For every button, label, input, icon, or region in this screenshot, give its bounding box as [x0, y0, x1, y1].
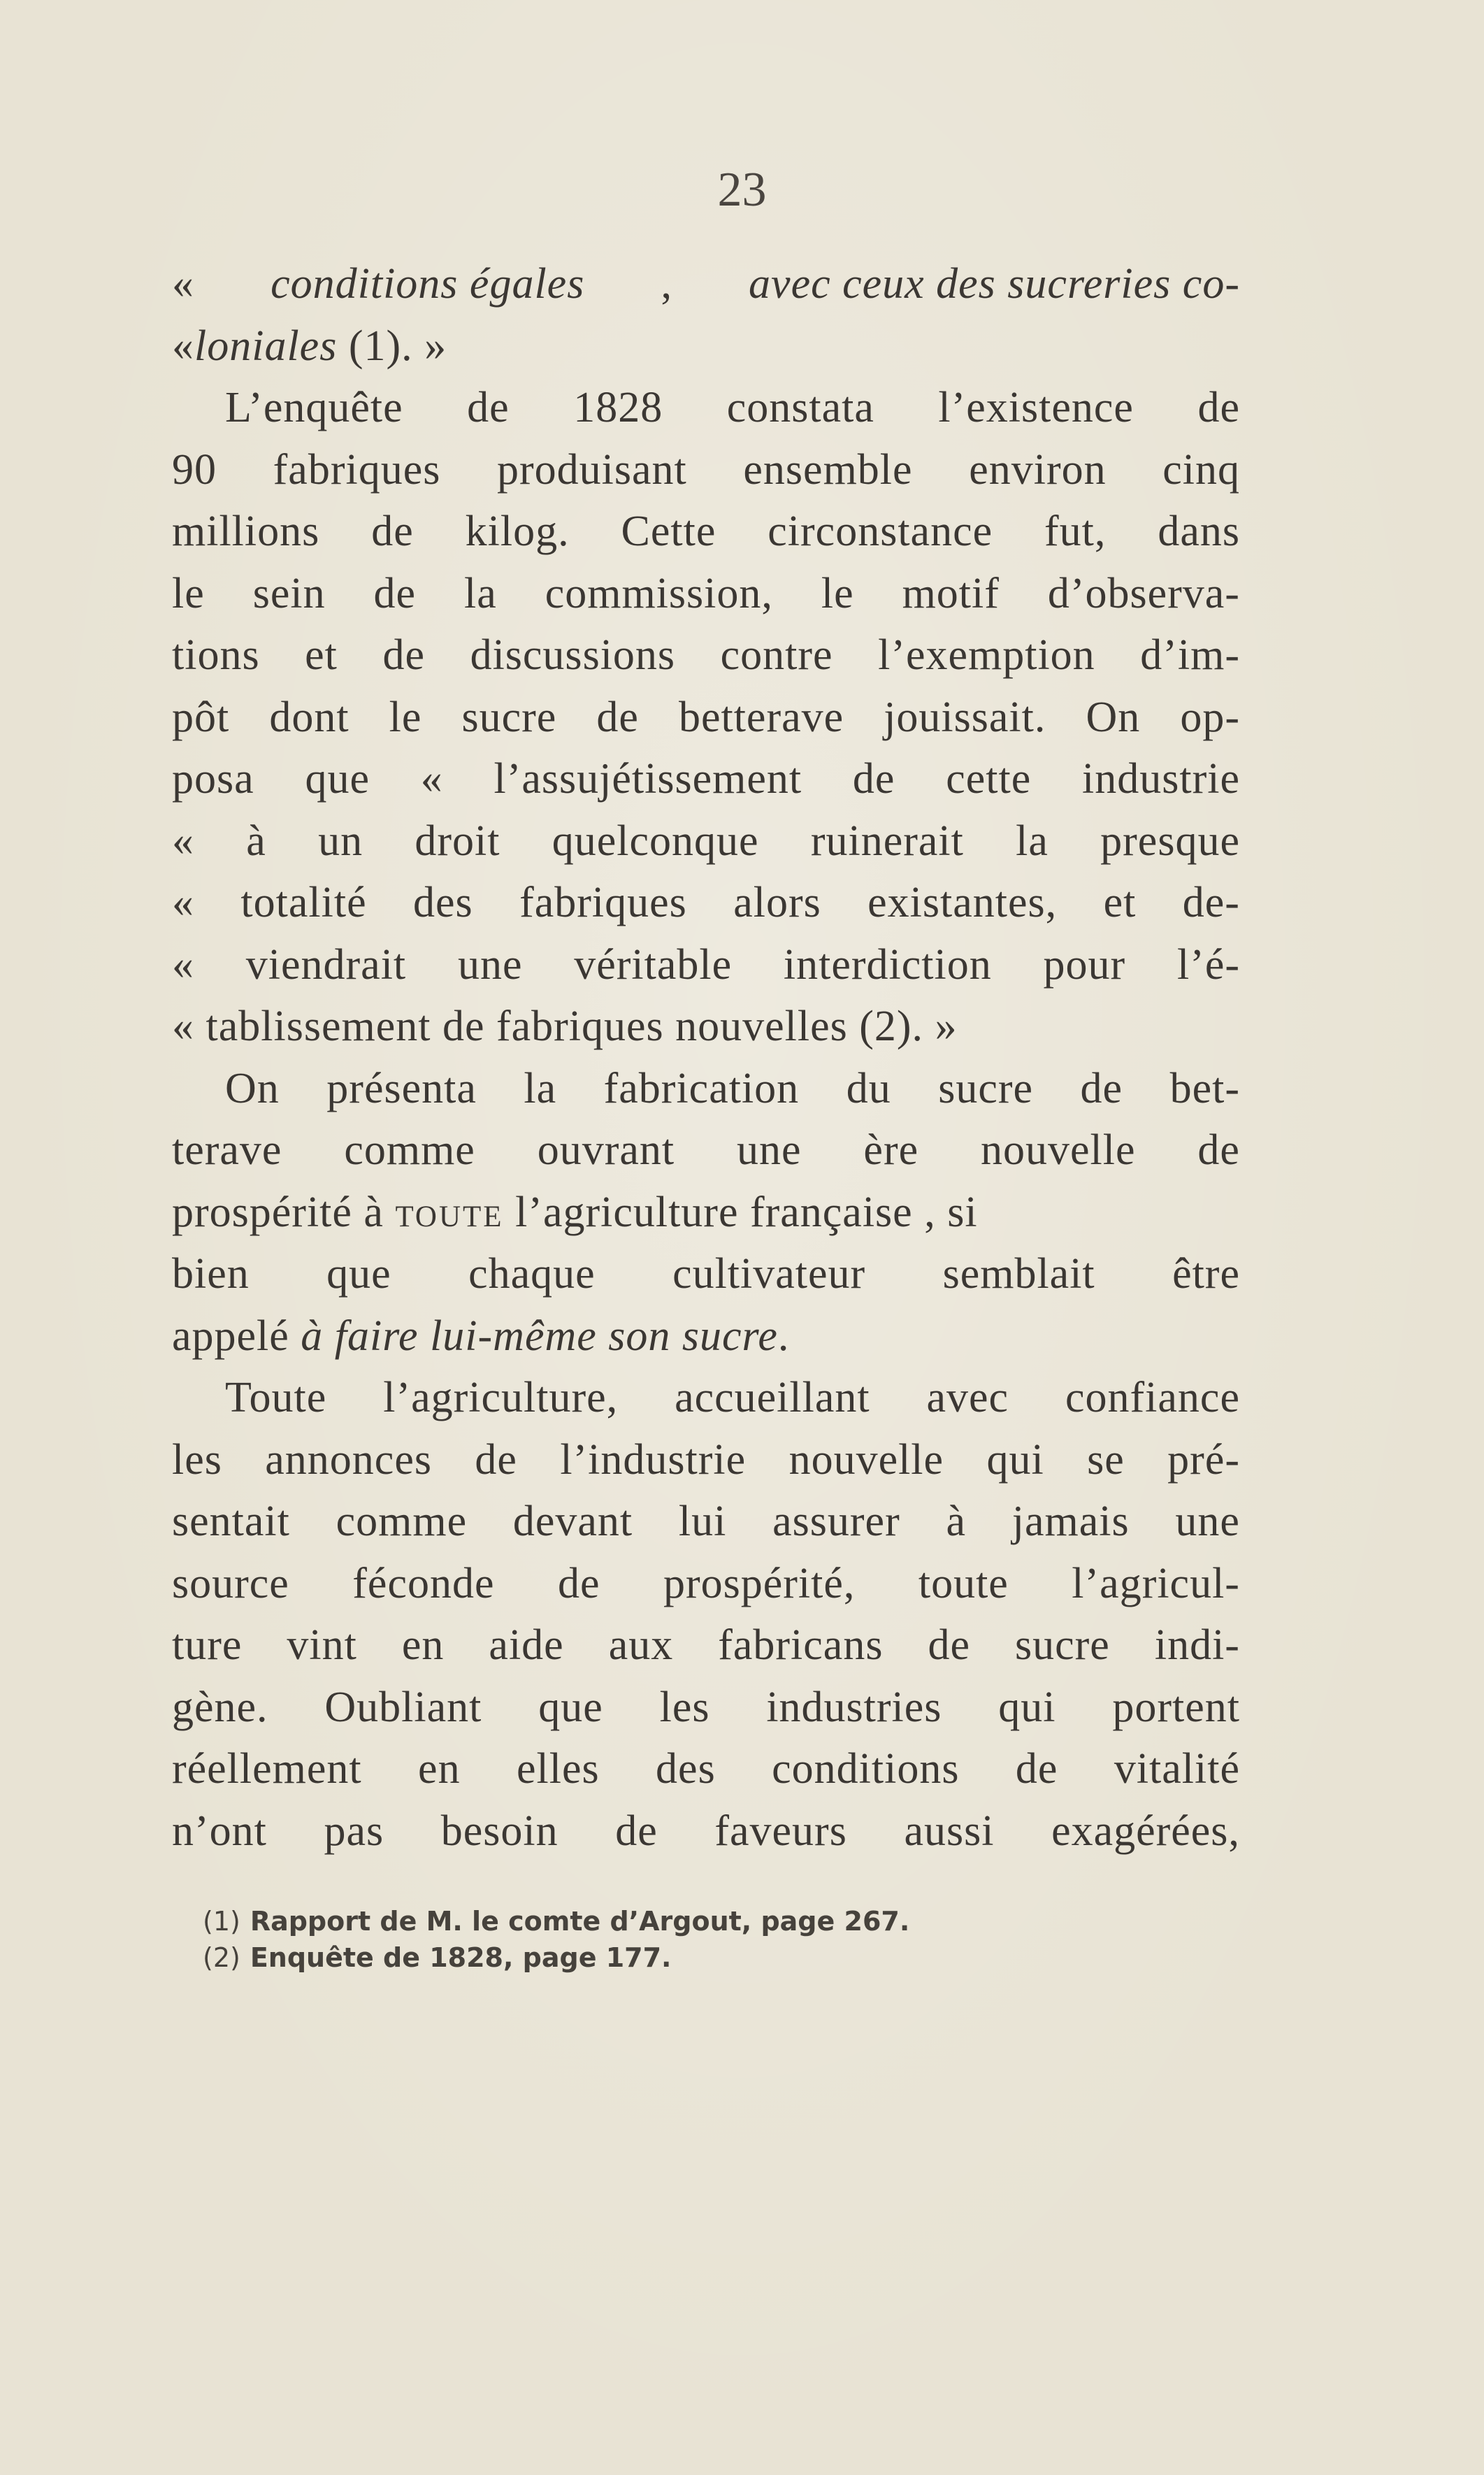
- word: qui: [998, 1683, 1056, 1731]
- word: la: [1016, 817, 1049, 865]
- word: aussi: [904, 1807, 995, 1855]
- text-line: [172, 1119, 1240, 1182]
- text-line: [172, 1614, 1240, 1677]
- word: existantes,: [867, 879, 1058, 926]
- word: droit: [415, 817, 500, 865]
- word: constata: [726, 384, 874, 431]
- text-line: appelé à faire lui-même son sucre .: [172, 1312, 790, 1360]
- word: l’industrie: [560, 1435, 747, 1484]
- word: qui: [986, 1435, 1044, 1484]
- word: de: [371, 508, 414, 555]
- word: source: [172, 1559, 289, 1607]
- word: sucre: [938, 1064, 1034, 1112]
- text-line: [172, 1553, 1240, 1615]
- word: le: [389, 693, 422, 741]
- text-line: prospérité à toute l’agriculture française , si: [172, 1188, 978, 1236]
- word: sucre: [1015, 1621, 1110, 1669]
- word: que: [305, 755, 370, 803]
- word: fabriques: [273, 445, 441, 494]
- word: chaque: [468, 1250, 596, 1298]
- word: lui: [678, 1498, 727, 1545]
- word: pré-: [1167, 1435, 1240, 1484]
- word: «: [420, 755, 443, 803]
- word: «: [172, 940, 194, 989]
- text-line: [172, 810, 1240, 873]
- word: contre: [720, 631, 833, 679]
- word: gène.: [172, 1683, 268, 1731]
- word: dont: [269, 693, 350, 741]
- word: que: [326, 1250, 391, 1298]
- word: industries: [766, 1683, 942, 1731]
- footnote-1: [203, 1903, 1111, 1939]
- word: portent: [1112, 1683, 1240, 1731]
- word: pôt: [172, 693, 230, 741]
- word: de-: [1182, 879, 1240, 926]
- word: vitalité: [1114, 1745, 1240, 1793]
- word: de: [382, 631, 425, 679]
- word: op-: [1180, 693, 1240, 741]
- word: circonstance: [768, 508, 993, 555]
- word: 90: [172, 445, 217, 494]
- text-line: « tablissement de fabriques nouvelles (2). »: [172, 1003, 958, 1050]
- word: une: [457, 940, 523, 989]
- paragraph-start-line: [172, 1058, 1240, 1120]
- text-line: [172, 501, 1240, 563]
- word: jamais: [1011, 1498, 1130, 1545]
- word: «: [172, 879, 194, 926]
- word: elles: [517, 1745, 600, 1793]
- word: la: [524, 1064, 557, 1112]
- word: environ: [969, 445, 1107, 494]
- footnote-text: Enquête de 1828, page 177.: [250, 1942, 672, 1973]
- word: n’ont: [172, 1807, 267, 1855]
- word: cultivateur: [672, 1250, 866, 1298]
- word: en: [418, 1745, 461, 1793]
- text-line: [172, 687, 1240, 749]
- word: présenta: [326, 1064, 477, 1112]
- word: d’observa-: [1047, 569, 1240, 617]
- word: à: [946, 1498, 967, 1545]
- word: sucre: [461, 693, 557, 741]
- text-line: [172, 1429, 1240, 1491]
- word: ère: [863, 1126, 919, 1174]
- word: Oubliant: [324, 1683, 482, 1731]
- word: produisant: [497, 445, 687, 494]
- text-line: [172, 1677, 1240, 1739]
- text-line: « conditions égales , avec ceux des sucreries co-: [172, 260, 1240, 308]
- word: de: [1197, 384, 1240, 431]
- word: l’exemption: [878, 631, 1095, 679]
- word: kilog.: [465, 508, 570, 555]
- word: totalité: [240, 879, 367, 926]
- word: de: [373, 569, 417, 617]
- word: de: [596, 693, 639, 741]
- text-line: [172, 748, 1240, 810]
- text-line: « loniales (1). »: [172, 322, 447, 370]
- word: commission,: [545, 569, 773, 617]
- text-line: [172, 439, 1240, 501]
- word: les: [172, 1435, 222, 1484]
- word: le: [821, 569, 854, 617]
- word: faveurs: [714, 1807, 847, 1855]
- word: comme: [336, 1498, 468, 1545]
- word: du: [846, 1064, 891, 1112]
- text-line: [172, 934, 1240, 996]
- word: d’im-: [1140, 631, 1240, 679]
- word: vint: [287, 1621, 357, 1669]
- word: avec: [926, 1374, 1009, 1421]
- word: sentait: [172, 1498, 290, 1545]
- word: industrie: [1082, 755, 1240, 803]
- footnote-marker: (1): [203, 1906, 240, 1937]
- word: l’agricul-: [1072, 1559, 1240, 1607]
- word: la: [464, 569, 497, 617]
- word: tions: [172, 631, 260, 679]
- word: et: [1103, 879, 1137, 926]
- word: des: [413, 879, 473, 926]
- paragraph-start-line: [172, 377, 1240, 439]
- word: millions: [172, 508, 320, 555]
- word: annonces: [265, 1435, 432, 1484]
- word: de: [467, 384, 510, 431]
- word: une: [1175, 1498, 1240, 1545]
- word: posa: [172, 755, 254, 803]
- word: assurer: [772, 1498, 900, 1545]
- word: à: [246, 817, 266, 865]
- text-line: [172, 563, 1240, 625]
- word: nouvelle: [981, 1126, 1136, 1174]
- word: de: [928, 1621, 970, 1669]
- word: ensemble: [743, 445, 913, 494]
- word: aide: [489, 1621, 564, 1669]
- word: cinq: [1162, 445, 1240, 494]
- footnote-2: [203, 1939, 1111, 1976]
- word: betterave: [678, 693, 844, 741]
- word: le: [172, 569, 205, 617]
- word: de: [475, 1435, 517, 1484]
- word: besoin: [440, 1807, 559, 1855]
- word: terave: [172, 1126, 282, 1174]
- word: indi-: [1154, 1621, 1240, 1669]
- word: ouvrant: [537, 1126, 675, 1174]
- word: viendrait: [245, 940, 407, 989]
- word: toute: [918, 1559, 1009, 1607]
- word: cette: [946, 755, 1032, 803]
- word: «: [172, 817, 194, 865]
- footnotes: [203, 1903, 1111, 1976]
- word: véritable: [574, 940, 733, 989]
- word: de: [1197, 1126, 1240, 1174]
- word: de: [1080, 1064, 1123, 1112]
- word: aux: [608, 1621, 674, 1669]
- word: semblait: [942, 1250, 1095, 1298]
- word: ruinerait: [810, 817, 964, 865]
- word: féconde: [352, 1559, 495, 1607]
- word: Cette: [621, 508, 716, 555]
- text-line: [172, 1491, 1240, 1553]
- word: de: [1015, 1745, 1058, 1793]
- word: l’agriculture,: [383, 1374, 619, 1421]
- word: de: [615, 1807, 658, 1855]
- word: alors: [733, 879, 821, 926]
- word: de: [557, 1559, 600, 1607]
- word: ture: [172, 1621, 243, 1669]
- word: exagérées,: [1051, 1807, 1240, 1855]
- word: interdiction: [783, 940, 992, 989]
- word: accueillant: [675, 1374, 870, 1421]
- word: des: [656, 1745, 716, 1793]
- footnote-marker: (2): [203, 1942, 240, 1973]
- word: discussions: [470, 631, 676, 679]
- word: confiance: [1065, 1374, 1240, 1421]
- footnote-text: Rapport de M. le comte d’Argout, page 267.: [250, 1906, 910, 1937]
- word: On: [1086, 693, 1141, 741]
- word: presque: [1100, 817, 1240, 865]
- word: nouvelle: [788, 1435, 944, 1484]
- word: se: [1087, 1435, 1125, 1484]
- word: réellement: [172, 1745, 362, 1793]
- word: une: [737, 1126, 802, 1174]
- word: fabrication: [603, 1064, 800, 1112]
- word: et: [305, 631, 338, 679]
- word: de: [852, 755, 895, 803]
- text-line: [172, 624, 1240, 687]
- word: conditions: [772, 1745, 960, 1793]
- word: comme: [344, 1126, 475, 1174]
- word: un: [318, 817, 363, 865]
- word: devant: [512, 1498, 633, 1545]
- text-line: [172, 1243, 1240, 1305]
- text-line: [172, 1738, 1240, 1800]
- word: que: [538, 1683, 603, 1731]
- word: l’existence: [938, 384, 1134, 431]
- text-line: [172, 1800, 1240, 1863]
- word: fabricans: [718, 1621, 884, 1669]
- word: les: [659, 1683, 710, 1731]
- word: prospérité,: [663, 1559, 856, 1607]
- word: bet-: [1169, 1064, 1240, 1112]
- word: Toute: [225, 1374, 327, 1421]
- body-text: [172, 253, 1240, 1862]
- word: pas: [324, 1807, 384, 1855]
- word: en: [401, 1621, 445, 1669]
- word: L’enquête: [225, 384, 403, 431]
- paragraph-start-line: [172, 1367, 1240, 1429]
- page-number: 23: [717, 163, 767, 217]
- word: quelconque: [552, 817, 759, 865]
- word: dans: [1158, 508, 1240, 555]
- word: sein: [252, 569, 326, 617]
- word: 1828: [573, 384, 663, 431]
- word: On: [225, 1064, 280, 1112]
- word: l’é-: [1176, 940, 1240, 989]
- word: fut,: [1044, 508, 1107, 555]
- word: être: [1172, 1250, 1240, 1298]
- word: jouissait.: [884, 693, 1046, 741]
- word: fabriques: [519, 879, 687, 926]
- word: pour: [1043, 940, 1126, 989]
- word: l’assujétissement: [494, 755, 802, 803]
- word: motif: [902, 569, 1000, 617]
- text-line: [172, 872, 1240, 934]
- word: bien: [172, 1250, 250, 1298]
